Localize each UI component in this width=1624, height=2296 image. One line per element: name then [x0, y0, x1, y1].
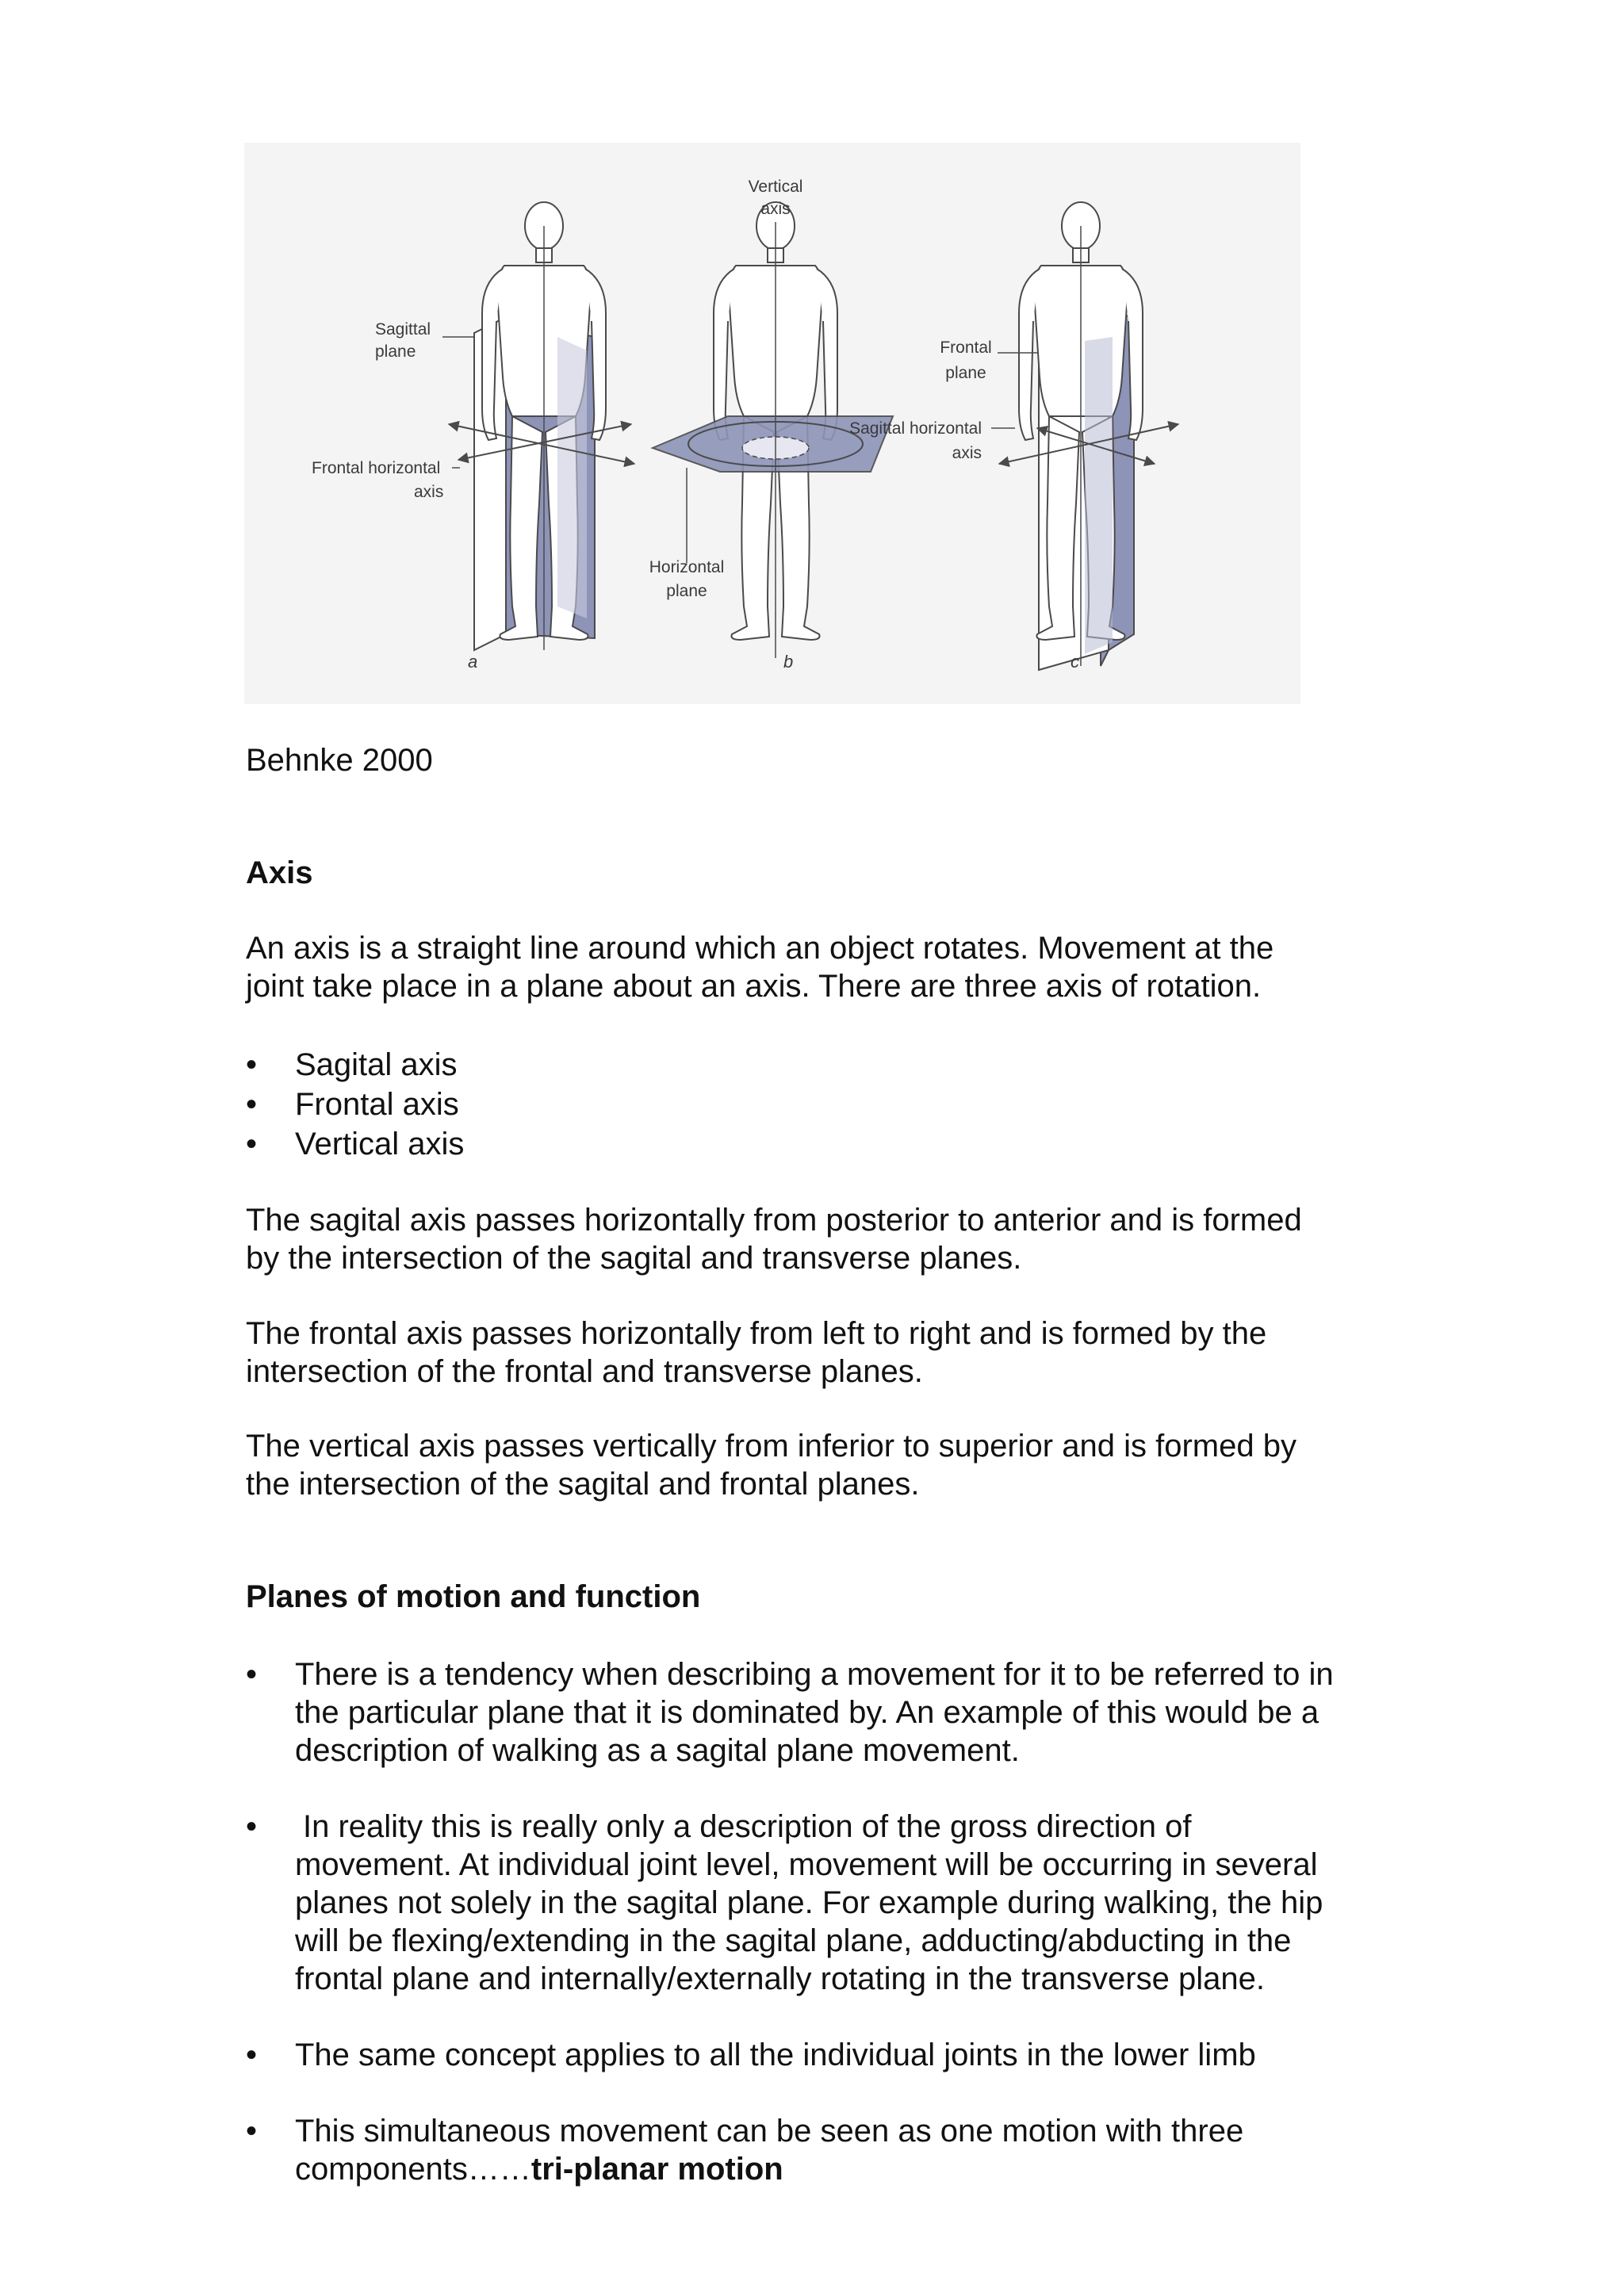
paragraph-line: the intersection of the sagital and frontal planes.	[246, 1467, 920, 1502]
list-item: • Sagital axis	[246, 1045, 464, 1085]
label-letter-a: a	[468, 652, 478, 672]
paragraph-line: The frontal axis passes horizontally from left to right and is formed by the	[246, 1316, 1267, 1351]
label-horizontal-plane-1: Horizontal	[649, 558, 725, 576]
label-frontal-plane-2: plane	[945, 364, 986, 382]
list-item-line: • This simultaneous movement can be seen as one motion with three	[295, 2114, 1244, 2149]
label-sagittal-plane-2: plane	[375, 342, 416, 361]
list-item-line: description of walking as a sagital plane movement.	[295, 1733, 1020, 1768]
paragraph-line: The vertical axis passes vertically from inferior to superior and is formed by	[246, 1429, 1297, 1464]
planes-list	[246, 1655, 1404, 2226]
label-letter-c: c	[1071, 652, 1079, 672]
label-vertical-axis-2: axis	[760, 200, 791, 218]
list-item-line: frontal plane and internally/externally rotating in the transverse plane.	[295, 1961, 1265, 1996]
planes-heading: Planes of motion and function	[246, 1579, 701, 1614]
list-item-line-prefix: components……	[295, 2152, 531, 2187]
label-frontal-horizontal-axis-1: Frontal horizontal	[312, 459, 441, 477]
list-item: • Vertical axis	[246, 1124, 464, 1164]
label-sagittal-horizontal-axis-2: axis	[952, 444, 982, 462]
tri-planar-motion-term: tri-planar motion	[530, 2152, 783, 2187]
axis-intro-line: joint take place in a plane about an axis. There are three axis of rotation.	[246, 969, 1262, 1004]
anatomical-planes-diagram	[244, 143, 1300, 704]
axis-intro-paragraph	[246, 929, 1404, 1005]
label-horizontal-plane-2: plane	[666, 582, 707, 600]
figure-citation: Behnke 2000	[246, 743, 433, 778]
sagital-axis-paragraph	[246, 1201, 1404, 1277]
axis-intro-line: An axis is a straight line around which an object rotates. Movement at the	[246, 931, 1274, 966]
label-frontal-plane-1: Frontal	[940, 339, 992, 357]
axes-list	[246, 1045, 464, 1164]
label-letter-b: b	[783, 652, 794, 672]
list-item-line: • In reality this is really only a description of the gross direction of	[303, 1809, 1192, 1844]
list-item-line	[295, 2150, 1404, 2188]
paragraph-line: by the intersection of the sagital and transverse planes.	[246, 1241, 1022, 1276]
figure-c-frontal	[849, 202, 1178, 672]
axis-heading: Axis	[246, 855, 313, 890]
label-vertical-axis-1: Vertical	[748, 178, 803, 196]
frontal-axis-paragraph	[246, 1314, 1404, 1391]
list-item-line: • There is a tendency when describing a movement for it to be referred to in	[295, 1657, 1334, 1692]
list-item-line: • The same concept applies to all the individual joints in the lower limb	[295, 2038, 1256, 2072]
paragraph-line: intersection of the frontal and transverse planes.	[246, 1354, 923, 1389]
list-item	[246, 2036, 1404, 2074]
paragraph-line: The sagital axis passes horizontally from posterior to anterior and is formed	[246, 1203, 1302, 1238]
list-item	[246, 1808, 1404, 1998]
list-item-line: planes not solely in the sagital plane. For example during walking, the hip	[295, 1885, 1323, 1920]
label-sagittal-plane-1: Sagittal	[375, 320, 431, 339]
list-item	[246, 2112, 1404, 2188]
label-frontal-horizontal-axis-2: axis	[414, 483, 444, 501]
anatomical-planes-figure	[244, 143, 1300, 704]
list-item: • Frontal axis	[246, 1085, 464, 1124]
list-item	[246, 1655, 1404, 1770]
vertical-axis-paragraph	[246, 1427, 1404, 1503]
list-item-line: will be flexing/extending in the sagital plane, adducting/abducting in the	[295, 1923, 1292, 1958]
list-item-line: movement. At individual joint level, movement will be occurring in several	[295, 1847, 1318, 1882]
figure-a-sagittal	[312, 202, 634, 672]
label-sagittal-horizontal-axis-1: Sagittal horizontal	[849, 419, 982, 438]
list-item-line: the particular plane that it is dominated by. An example of this would be a	[295, 1695, 1320, 1730]
